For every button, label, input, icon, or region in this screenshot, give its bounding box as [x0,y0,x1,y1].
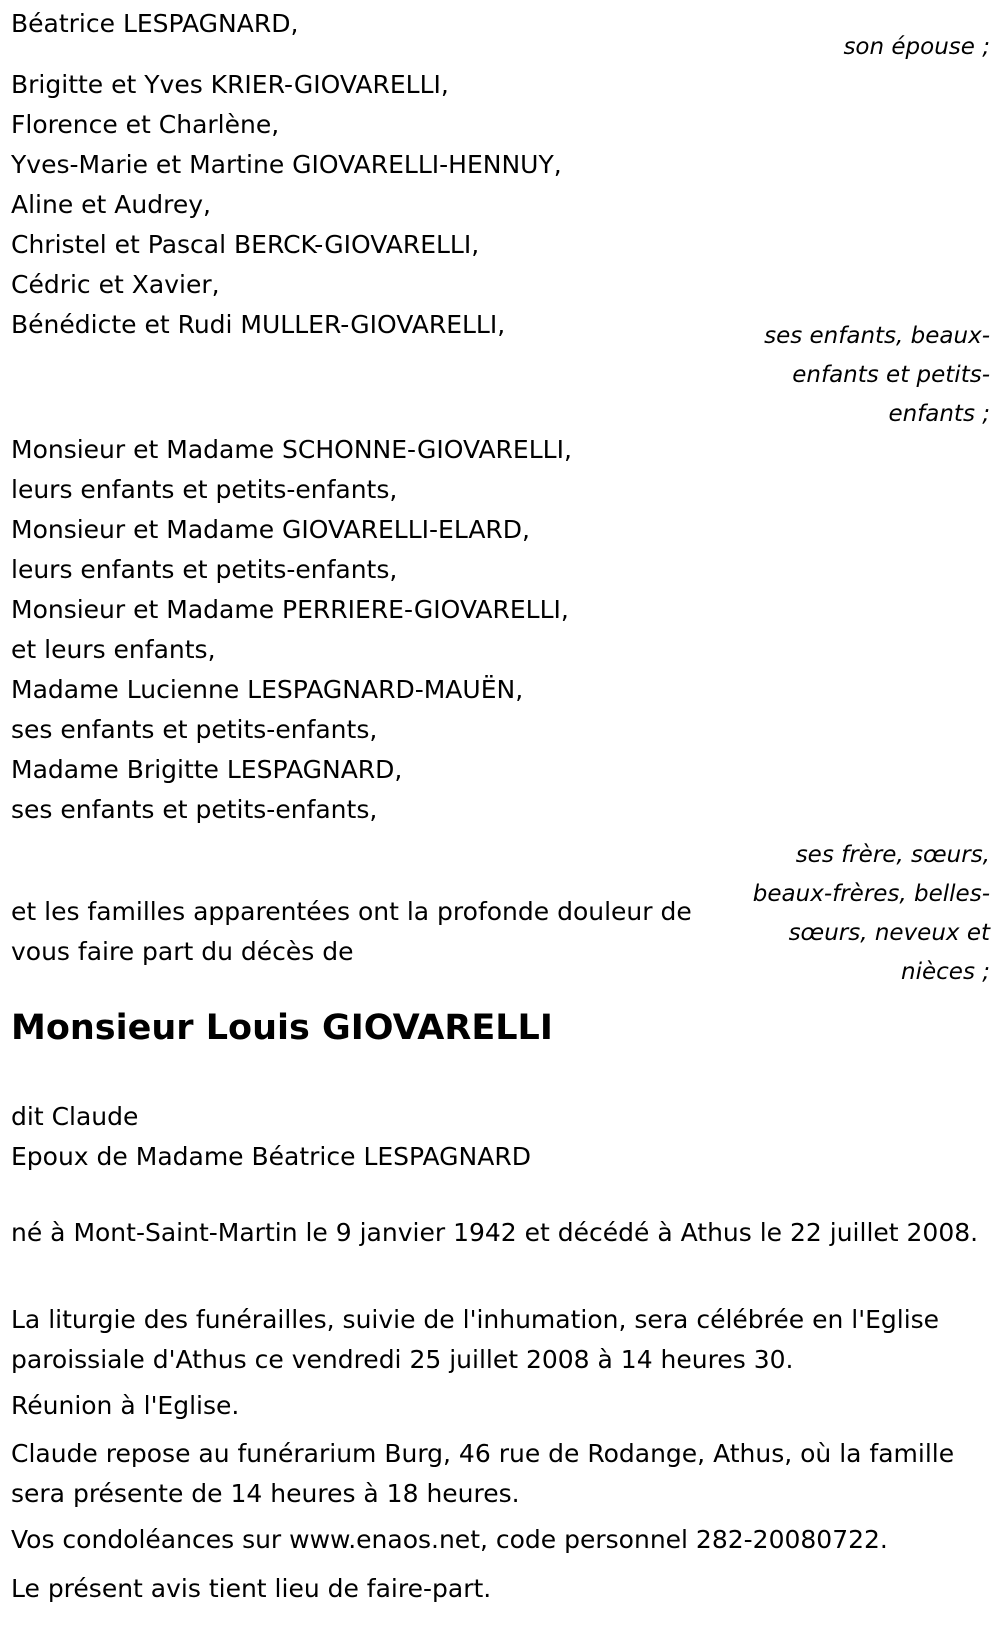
siblings-line: leurs enfants et petits-enfants, [11,555,398,584]
siblings-line: Monsieur et Madame GIOVARELLI-ELARD, [11,515,530,544]
deceased-name: Monsieur Louis GIOVARELLI [11,1008,553,1048]
deceased-spouse-of: Epoux de Madame Béatrice LESPAGNARD [11,1142,531,1171]
children-relation-line: enfants ; [888,401,990,427]
notice-paragraph: Le présent avis tient lieu de faire-part. [11,1574,492,1603]
children-line: Florence et Charlène, [11,110,280,139]
spouse-name-line: Béatrice LESPAGNARD, [11,9,299,38]
children-relation-line: ses enfants, beaux- [764,323,990,349]
siblings-line: Madame Brigitte LESPAGNARD, [11,755,403,784]
siblings-line: leurs enfants et petits-enfants, [11,475,398,504]
siblings-line: Madame Lucienne LESPAGNARD-MAUËN, [11,675,524,704]
children-relation [764,317,990,434]
siblings-line: Monsieur et Madame SCHONNE-GIOVARELLI, [11,435,572,464]
spouse-relation-line: son épouse ; [843,34,990,60]
children-line: Aline et Audrey, [11,190,211,219]
meeting-paragraph: Réunion à l'Eglise. [11,1391,240,1420]
siblings-line: ses enfants et petits-enfants, [11,795,378,824]
deceased-alias: dit Claude [11,1102,139,1131]
children-line: Yves-Marie et Martine GIOVARELLI-HENNUY, [11,150,562,179]
birth-death-paragraph: né à Mont-Saint-Martin le 9 janvier 1942 et décédé à Athus le 22 juillet 2008. [11,1218,979,1247]
siblings-relation-line: sœurs, neveux et [788,920,990,946]
siblings-line: et leurs enfants, [11,635,216,664]
siblings-relation-line: beaux-frères, belles- [752,881,990,907]
announcement-line: vous faire part du décès de [11,937,354,966]
deceased-info [11,1097,531,1177]
siblings-line: ses enfants et petits-enfants, [11,715,378,744]
siblings-line: Monsieur et Madame PERRIERE-GIOVARELLI, [11,595,569,624]
children-line: Christel et Pascal BERCK-GIOVARELLI, [11,230,480,259]
funeral-home-paragraph: Claude repose au funérarium Burg, 46 rue de Rodange, Athus, où la famille sera présente de 14 heures à 18 heures. [11,1439,955,1508]
spouse-name [11,4,298,44]
spouse-relation [843,28,990,67]
liturgy-paragraph: La liturgie des funérailles, suivie de l'inhumation, sera célébrée en l'Eglise paroissiale d'Athus ce vendredi 25 juillet 2008 à 14 heures 30. [11,1305,940,1374]
children-list [11,65,562,345]
announcement-line: et les familles apparentées ont la profonde douleur de [11,897,692,926]
condolences-paragraph: Vos condoléances sur www.enaos.net, code personnel 282-20080722. [11,1525,888,1554]
children-relation-line: enfants et petits- [792,362,990,388]
children-line: Brigitte et Yves KRIER-GIOVARELLI, [11,70,449,99]
children-line: Cédric et Xavier, [11,270,220,299]
announcement [11,892,692,972]
siblings-relation [753,836,990,992]
siblings-list [11,430,572,830]
children-line: Bénédicte et Rudi MULLER-GIOVARELLI, [11,310,506,339]
siblings-relation-line: ses frère, sœurs, [795,842,990,868]
siblings-relation-line: nièces ; [901,959,990,985]
